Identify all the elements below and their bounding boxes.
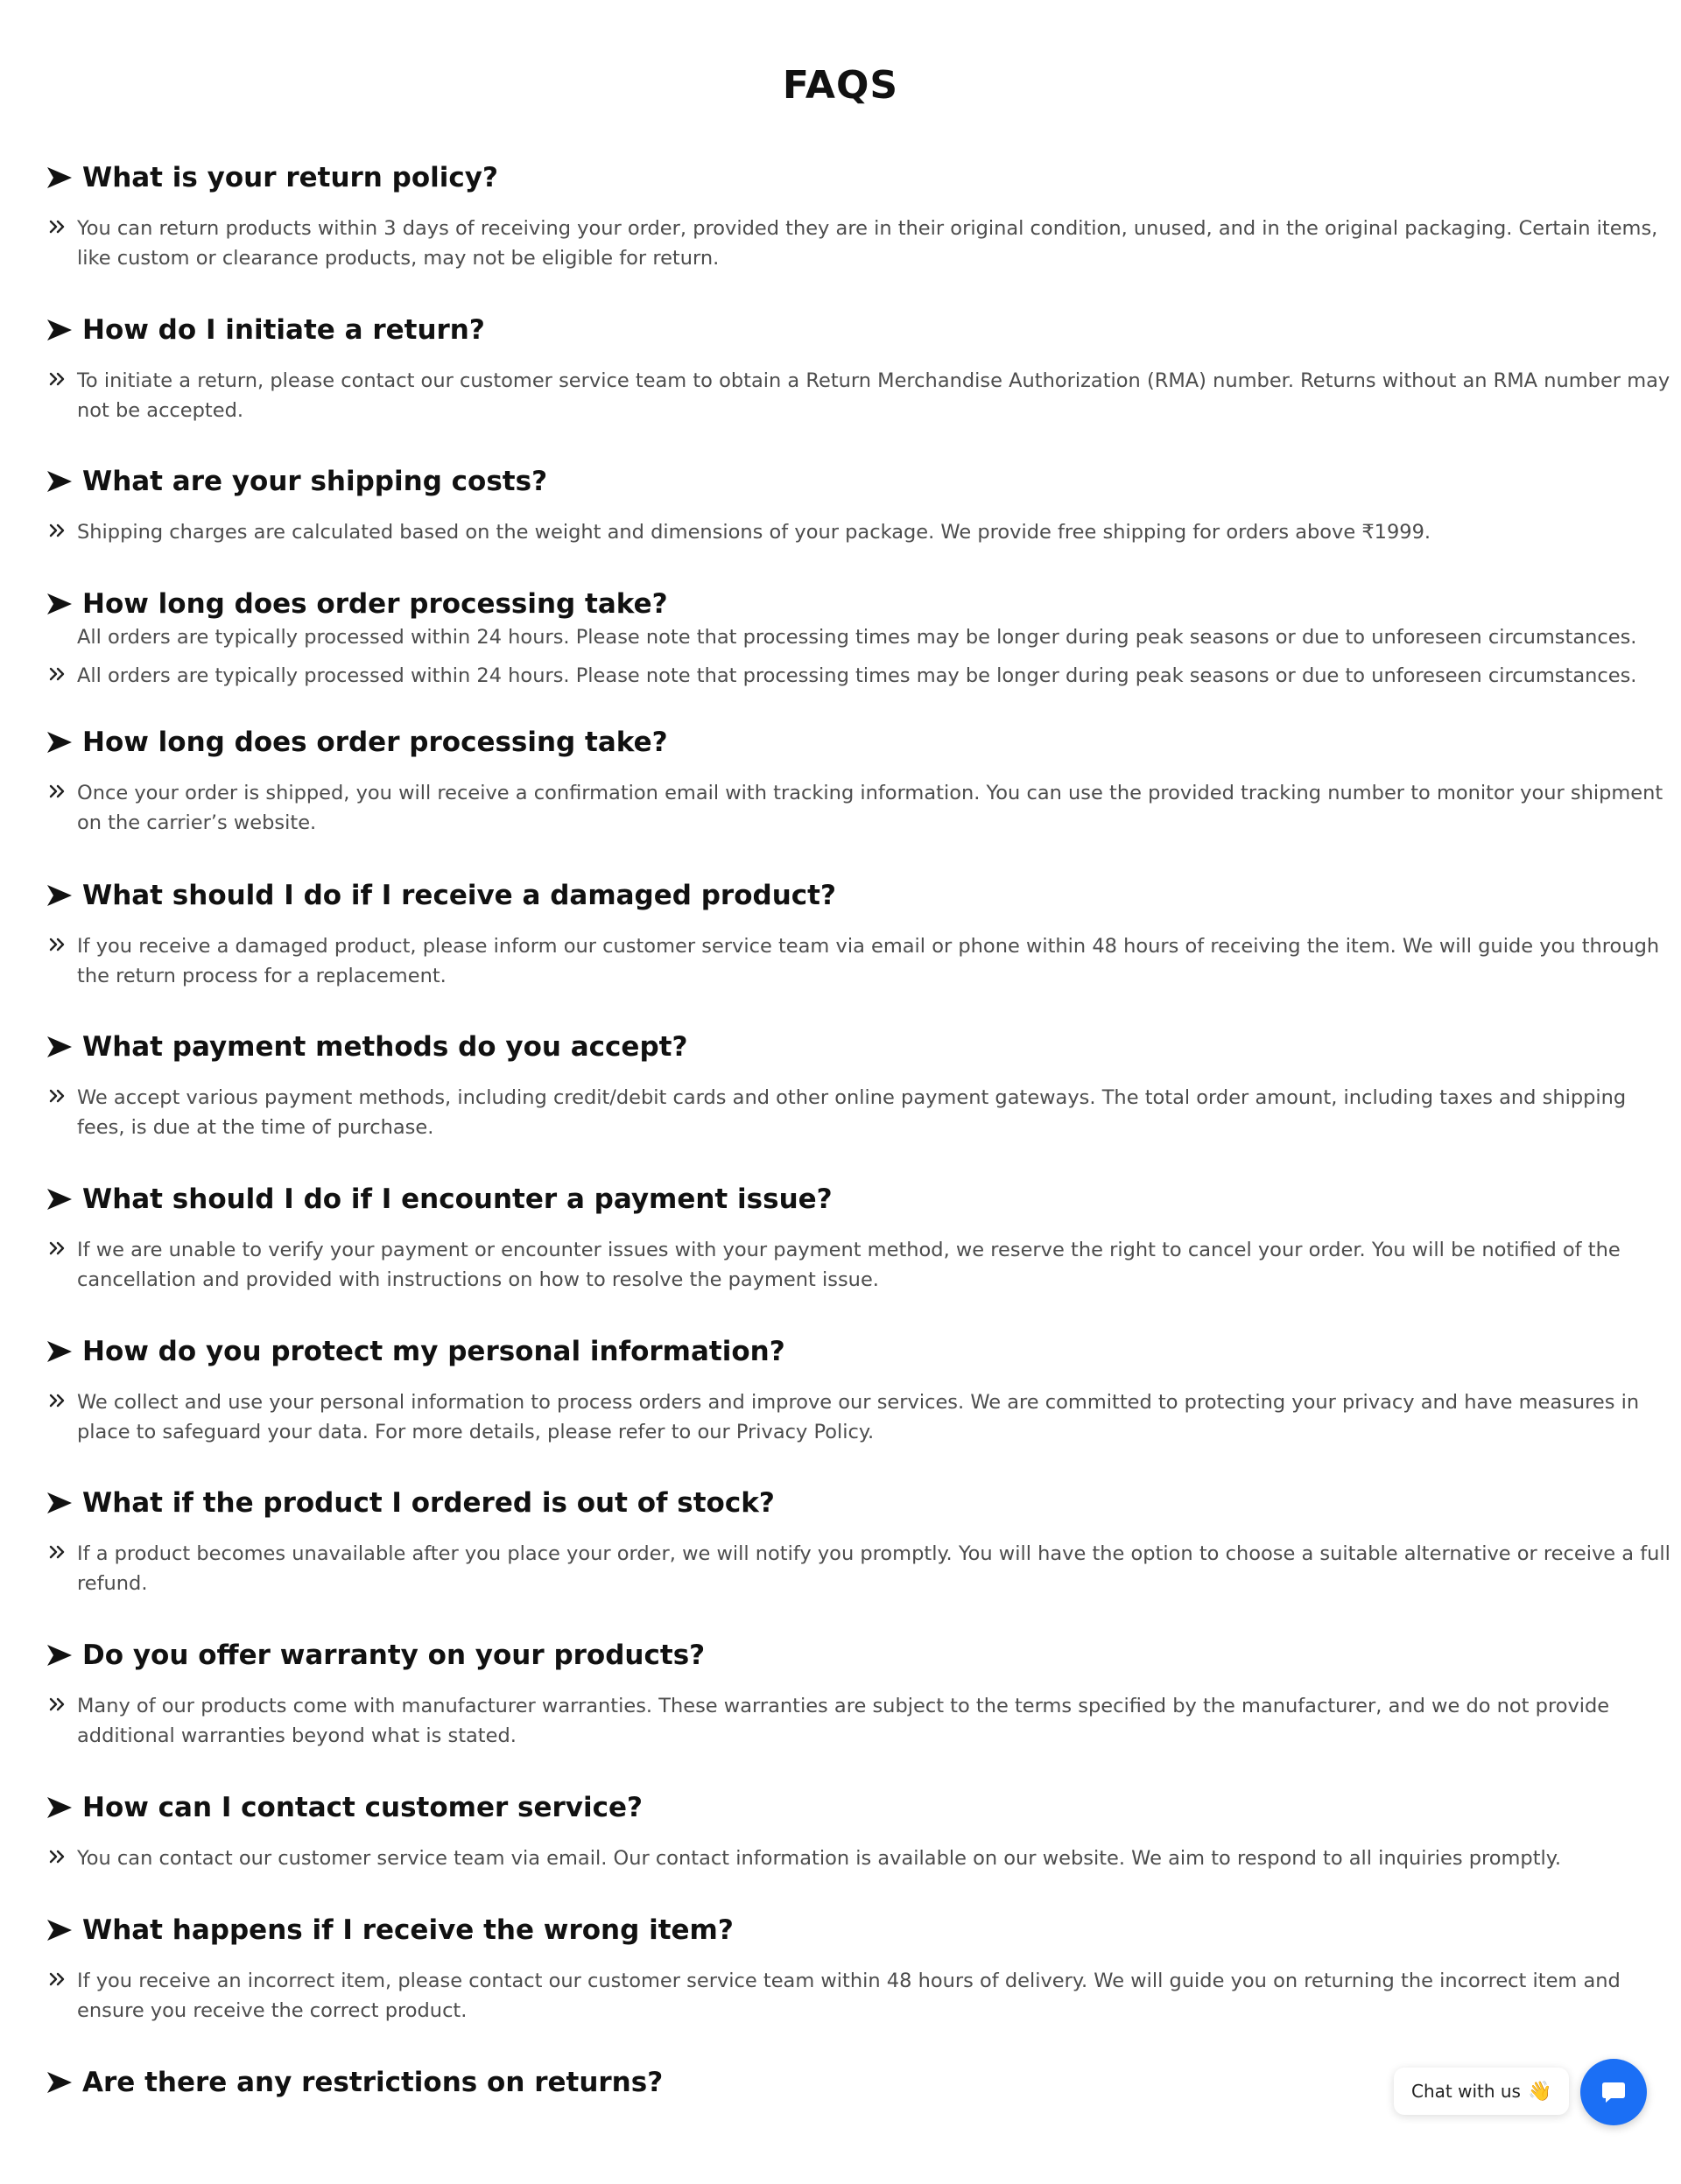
chat-bubble-icon [1600,2079,1627,2105]
faq-answer-text: To initiate a return, please contact our customer service team to obtain a Return Merchandise Authorization (RMA) number. Returns without an RMA number may not be accepted. [77,369,1670,422]
faq-question[interactable] [46,156,498,200]
faq-question-text: How do I initiate a return? [82,314,485,346]
faq-question[interactable] [46,874,836,917]
double-chevron-right-icon [48,664,67,684]
arrow-right-icon [46,1186,74,1212]
arrow-right-icon [46,2069,74,2096]
double-chevron-right-icon [48,1086,67,1106]
faq-question[interactable] [46,1786,643,1829]
double-chevron-right-icon [48,369,67,389]
faq-answer [48,661,1637,691]
double-chevron-right-icon [48,521,67,540]
faq-question[interactable] [46,1177,833,1221]
faq-answer [48,214,1658,273]
faq-answer [48,1387,1640,1447]
faq-answer-text: If you receive a damaged product, please inform our customer service team via email or phone within 48 hours of receiving the item. We will guide you through the return process for a replacement. [77,935,1660,987]
faq-question[interactable] [46,1633,705,1677]
faq-answer [48,1083,1633,1142]
faq-answer [48,517,1633,547]
faq-question-text: How do you protect my personal information? [82,1336,785,1367]
arrow-right-icon [46,468,74,495]
faq-answer [48,1539,1670,1598]
faq-question[interactable] [46,720,668,764]
page-title: FAQS [782,63,899,108]
faq-question-text: What is your return policy? [82,162,498,193]
faq-answer [48,1843,1633,1873]
faq-answer-text: Once your order is shipped, you will receive a confirmation email with tracking information. You can use the provided tracking number to monitor your shipment on the carrier’s website. [77,782,1663,834]
faq-question-text: What payment methods do you accept? [82,1031,688,1063]
double-chevron-right-icon [48,1391,67,1410]
arrow-right-icon [46,1490,74,1516]
faq-answer-text: Shipping charges are calculated based on the weight and dimensions of your package. We provide free shipping for orders above ₹1999. [77,521,1431,544]
arrow-right-icon [46,882,74,909]
chat-label-text: Chat with us [1411,2081,1521,2102]
faq-answer-text: If you receive an incorrect item, please contact our customer service team within 48 hours of delivery. We will guide you on returning the incorrect item and ensure you receive the correct product. [77,1970,1621,2022]
double-chevron-right-icon [48,1695,67,1714]
faq-question-text: What if the product I ordered is out of stock? [82,1487,775,1519]
faq-question-text: What are your shipping costs? [82,466,548,497]
overlapping-answer-text: All orders are typically processed within 24 hours. Please note that processing times may be longer during peak seasons or due to unforeseen circumstances. [77,626,1637,649]
faq-answer-text: If a product becomes unavailable after you place your order, we will notify you promptly. You will have the option to choose a suitable alternative or receive a full refund. [77,1542,1670,1595]
faq-question-text: Do you offer warranty on your products? [82,1640,706,1671]
overlapping-answer-fragment [48,626,1642,652]
faq-question[interactable] [46,2061,663,2104]
double-chevron-right-icon [48,1239,67,1258]
faq-question-text: What should I do if I receive a damaged product? [82,880,836,911]
arrow-right-icon [46,1794,74,1821]
faq-answer [48,1235,1633,1295]
faq-question-text: What happens if I receive the wrong item? [82,1914,734,1946]
waving-hand-icon: 👋 [1527,2080,1552,2103]
double-chevron-right-icon [48,1970,67,1989]
double-chevron-right-icon [48,935,67,954]
faq-question-text: Are there any restrictions on returns? [82,2067,664,2098]
faq-question[interactable] [46,1330,785,1373]
arrow-right-icon [46,1917,74,1943]
faq-answer-text: You can contact our customer service team via email. Our contact information is available on our website. We aim to respond to all inquiries promptly. [77,1847,1562,1870]
faq-answer [48,778,1663,838]
faq-question-text: How can I contact customer service? [82,1792,644,1823]
faq-answer-text: We accept various payment methods, including credit/debit cards and other online payment gateways. The total order amount, including taxes and shipping fees, is due at the time of purchase. [77,1086,1627,1139]
faq-answer-text: We collect and use your personal information to process orders and improve our services. We are committed to protecting your privacy and have measures in place to safeguard your data. For more details, please refer to our Privacy Policy. [77,1391,1640,1443]
faq-question-text: How long does order processing take? [82,727,668,758]
faq-question[interactable] [46,1025,687,1069]
faq-question-text: How long does order processing take? [82,588,668,620]
arrow-right-icon [46,165,74,191]
faq-question[interactable] [46,1481,775,1525]
chat-with-us-label[interactable] [1394,2068,1569,2115]
faq-answer-text: If we are unable to verify your payment or encounter issues with your payment method, we reserve the right to cancel your order. You will be notified of the cancellation and provided with instructions on how to resolve the payment issue. [77,1239,1621,1291]
chat-launcher-button[interactable] [1580,2059,1647,2125]
double-chevron-right-icon [48,1542,67,1562]
arrow-right-icon [46,729,74,755]
faq-question[interactable] [46,1908,734,1952]
faq-question-text: What should I do if I encounter a payment issue? [82,1183,833,1215]
arrow-right-icon [46,317,74,343]
arrow-right-icon [46,1034,74,1060]
faq-answer [48,1966,1633,2026]
faq-answer [48,931,1660,991]
faq-answer-text: All orders are typically processed within 24 hours. Please note that processing times may be longer during peak seasons or due to unforeseen circumstances. [77,664,1637,687]
faq-answer [48,366,1670,425]
faq-question[interactable] [46,308,485,352]
arrow-right-icon [46,1338,74,1365]
faq-question[interactable] [46,582,668,626]
double-chevron-right-icon [48,782,67,801]
arrow-right-icon [46,591,74,617]
double-chevron-right-icon [48,217,67,236]
faq-answer-text: You can return products within 3 days of receiving your order, provided they are in their original condition, unused, and in the original packaging. Certain items, like custom or clearance products, may not be eligible for return. [77,217,1658,270]
double-chevron-right-icon [48,1847,67,1866]
faq-answer-text: Many of our products come with manufacturer warranties. These warranties are subject to the terms specified by the manufacturer, and we do not provide additional warranties beyond what is stated. [77,1695,1610,1747]
faq-answer [48,1691,1633,1751]
arrow-right-icon [46,1642,74,1668]
faq-question[interactable] [46,460,547,503]
